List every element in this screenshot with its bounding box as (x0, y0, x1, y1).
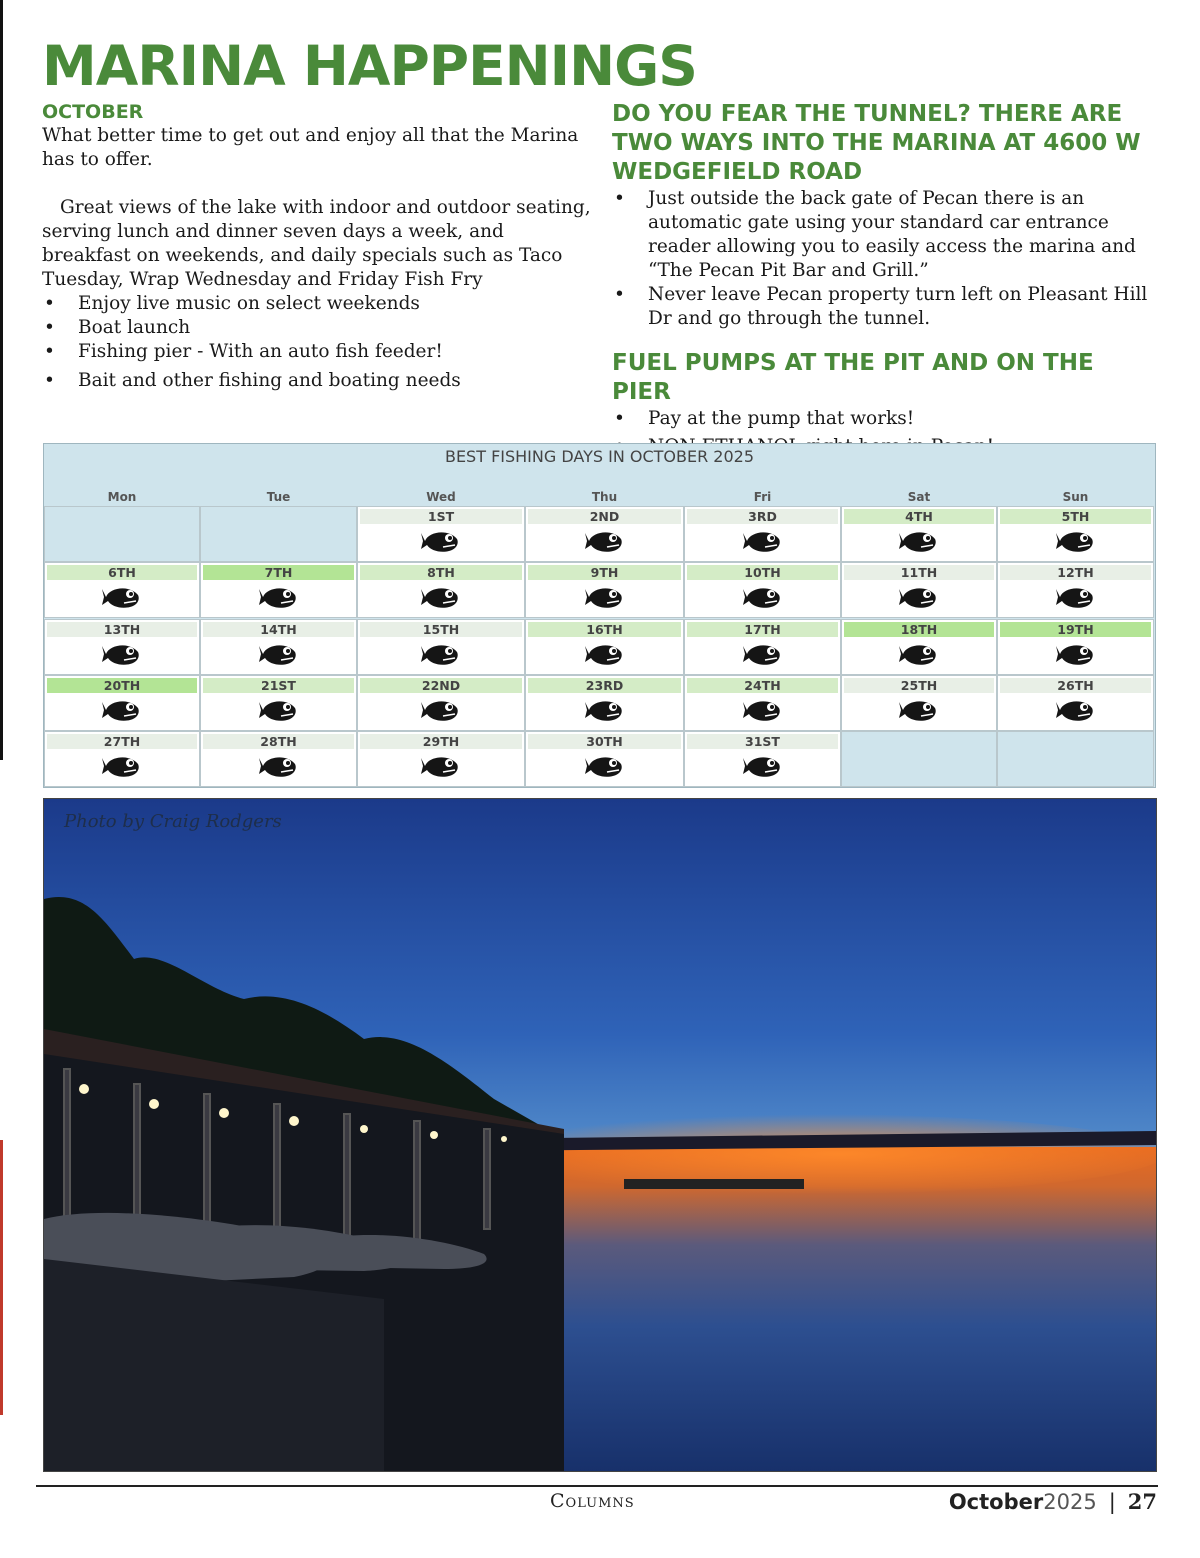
calendar-empty-cell (841, 731, 997, 787)
calendar-day-cell (200, 675, 357, 731)
october-bullet-list (42, 292, 592, 393)
list-item: • Enjoy live music on select weekends (42, 292, 592, 316)
calendar-day-label: 19TH (1000, 622, 1151, 637)
calendar-day-label: 25TH (844, 678, 994, 693)
calendar-day-cell (200, 619, 357, 675)
fish-icon (899, 640, 939, 668)
calendar-day-cell (684, 731, 841, 787)
fish-icon (421, 527, 461, 555)
calendar-day-label: 29TH (360, 734, 522, 749)
footer-separator: | (1108, 1490, 1116, 1514)
fish-icon (1056, 640, 1096, 668)
fish-icon (585, 640, 625, 668)
calendar-day-cell (357, 675, 525, 731)
tunnel-bullet-list (612, 187, 1157, 331)
calendar-day-label: 22ND (360, 678, 522, 693)
weekday-header: Sat (907, 490, 931, 504)
fish-icon (743, 527, 783, 555)
october-paragraph: Great views of the lake with indoor and outdoor seating, serving lunch and dinner seven days a week, and breakfast on weekends, and daily specials such as Taco Tuesday, Wrap Wednesday and Friday Fish Fry (42, 197, 591, 290)
calendar-day-cell (44, 731, 200, 787)
fish-icon (259, 696, 299, 724)
fishing-calendar (43, 443, 1156, 788)
fish-icon (743, 640, 783, 668)
calendar-day-cell (525, 506, 684, 562)
calendar-day-cell (997, 675, 1154, 731)
sunset-marina-image (44, 799, 1157, 1472)
calendar-day-label: 20TH (47, 678, 197, 693)
fish-icon (1056, 696, 1096, 724)
calendar-day-label: 9TH (528, 565, 681, 580)
left-margin-accent (0, 1140, 3, 1415)
fish-icon (421, 696, 461, 724)
calendar-day-cell (357, 619, 525, 675)
fish-icon (585, 752, 625, 780)
fish-icon (259, 640, 299, 668)
fish-icon (259, 752, 299, 780)
calendar-day-cell (200, 731, 357, 787)
calendar-day-cell (684, 675, 841, 731)
calendar-day-label: 17TH (687, 622, 838, 637)
footer-year: 2025 (1043, 1490, 1097, 1514)
calendar-day-label: 4TH (844, 509, 994, 524)
calendar-day-label: 18TH (844, 622, 994, 637)
calendar-day-label: 31ST (687, 734, 838, 749)
fish-icon (585, 583, 625, 611)
calendar-day-cell (841, 506, 997, 562)
calendar-day-cell (44, 675, 200, 731)
page-title: MARINA HAPPENINGS (42, 34, 697, 98)
fish-icon (421, 640, 461, 668)
calendar-day-cell (684, 562, 841, 618)
list-item: • Never leave Pecan property turn left on Pleasant Hill Dr and go through the tunnel. (612, 283, 1157, 331)
calendar-empty-cell (997, 731, 1154, 787)
calendar-day-label: 28TH (203, 734, 354, 749)
calendar-day-label: 21ST (203, 678, 354, 693)
fish-icon (1056, 583, 1096, 611)
fish-icon (1056, 527, 1096, 555)
calendar-day-cell (44, 619, 200, 675)
weekday-header: Sun (1062, 490, 1089, 504)
calendar-day-cell (997, 562, 1154, 618)
calendar-day-cell (44, 562, 200, 618)
calendar-day-label: 14TH (203, 622, 354, 637)
page-number: 27 (1127, 1489, 1157, 1514)
marina-sunset-photo (43, 798, 1157, 1472)
weekday-header: Wed (426, 490, 456, 504)
fish-icon (743, 696, 783, 724)
fish-icon (585, 527, 625, 555)
calendar-day-cell (525, 619, 684, 675)
photo-credit: Photo by Craig Rodgers (64, 811, 282, 832)
calendar-day-label: 16TH (528, 622, 681, 637)
list-item: • Just outside the back gate of Pecan there is an automatic gate using your standard car entrance reader allowing you to easily access the marina and “The Pecan Pit Bar and Grill.” (612, 187, 1157, 283)
fish-icon (899, 527, 939, 555)
calendar-day-label: 11TH (844, 565, 994, 580)
calendar-day-label: 5TH (1000, 509, 1151, 524)
calendar-day-cell (200, 562, 357, 618)
list-item: • Bait and other fishing and boating needs (42, 369, 592, 393)
footer-month: October (948, 1490, 1044, 1514)
weekday-header: Fri (753, 490, 772, 504)
calendar-day-label: 8TH (360, 565, 522, 580)
calendar-day-label: 24TH (687, 678, 838, 693)
calendar-day-cell (997, 619, 1154, 675)
calendar-day-label: 30TH (528, 734, 681, 749)
calendar-day-label: 23RD (528, 678, 681, 693)
calendar-day-label: 3RD (687, 509, 838, 524)
list-item: • Boat launch (42, 316, 592, 340)
fish-icon (743, 752, 783, 780)
calendar-day-label: 1ST (360, 509, 522, 524)
october-column (42, 100, 592, 393)
list-item: • Fishing pier - With an auto fish feeder! (42, 340, 592, 364)
calendar-day-cell (525, 562, 684, 618)
calendar-day-label: 15TH (360, 622, 522, 637)
calendar-day-label: 27TH (47, 734, 197, 749)
calendar-day-label: 2ND (528, 509, 681, 524)
fish-icon (102, 752, 142, 780)
list-item: • Pay at the pump that works! (612, 407, 1157, 431)
calendar-empty-cell (200, 506, 357, 562)
calendar-day-cell (357, 562, 525, 618)
calendar-day-label: 12TH (1000, 565, 1151, 580)
calendar-day-cell (841, 619, 997, 675)
calendar-day-cell (684, 619, 841, 675)
october-heading: OCTOBER (42, 101, 144, 123)
fish-icon (102, 583, 142, 611)
calendar-day-label: 7TH (203, 565, 354, 580)
calendar-day-label: 10TH (687, 565, 838, 580)
calendar-day-cell (997, 506, 1154, 562)
calendar-day-cell (525, 675, 684, 731)
footer-rule (36, 1485, 1158, 1487)
left-margin-rule (0, 0, 3, 760)
calendar-day-cell (525, 731, 684, 787)
weekday-header: Mon (107, 490, 137, 504)
fish-icon (585, 696, 625, 724)
calendar-title: BEST FISHING DAYS IN OCTOBER 2025 (444, 447, 755, 466)
calendar-day-cell (841, 675, 997, 731)
fish-icon (102, 640, 142, 668)
calendar-day-label: 6TH (47, 565, 197, 580)
fish-icon (899, 696, 939, 724)
calendar-day-cell (357, 506, 525, 562)
october-intro: What better time to get out and enjoy all that the Marina has to offer. (42, 125, 579, 170)
calendar-day-cell (841, 562, 997, 618)
fish-icon (102, 696, 142, 724)
publication-name: Columns (550, 1490, 635, 1512)
weekday-header: Thu (591, 490, 618, 504)
fish-icon (259, 583, 299, 611)
calendar-day-cell (357, 731, 525, 787)
calendar-day-cell (684, 506, 841, 562)
weekday-header: Tue (266, 490, 291, 504)
calendar-day-label: 13TH (47, 622, 197, 637)
footer-issue (949, 1489, 1157, 1514)
info-column (612, 100, 1157, 459)
calendar-day-label: 26TH (1000, 678, 1151, 693)
fish-icon (421, 752, 461, 780)
fish-icon (743, 583, 783, 611)
tunnel-heading: DO YOU FEAR THE TUNNEL? THERE ARE TWO WAYS INTO THE MARINA AT 4600 W WEDGEFIELD ROAD (612, 101, 1141, 185)
fish-icon (899, 583, 939, 611)
calendar-empty-cell (44, 506, 200, 562)
fuel-heading: FUEL PUMPS AT THE PIT AND ON THE PIER (612, 350, 1094, 405)
fish-icon (421, 583, 461, 611)
